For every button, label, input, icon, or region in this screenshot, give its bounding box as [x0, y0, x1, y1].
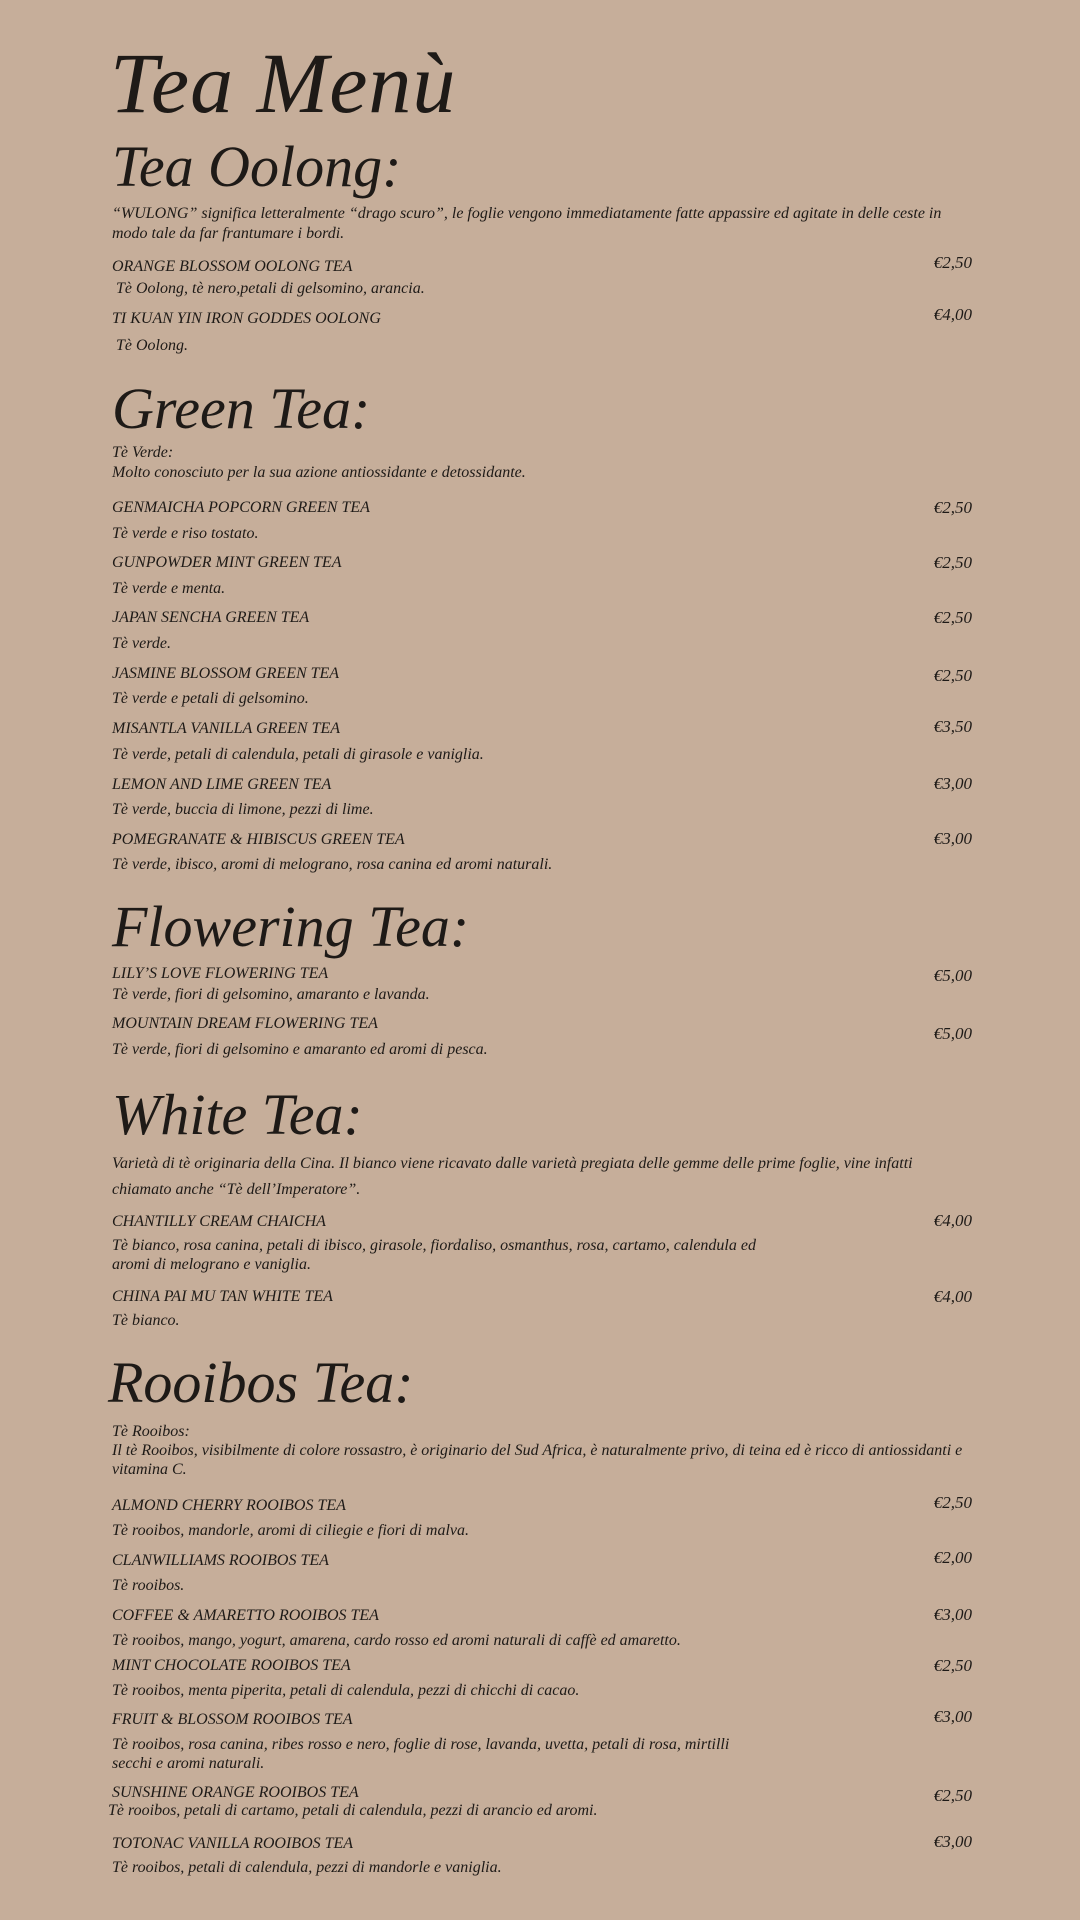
- menu-item-description: Tè rooibos, rosa canina, ribes rosso e nero, foglie di rose, lavanda, uvetta, petali di rosa, mirtilli secchi e aromi naturali.: [112, 1736, 730, 1772]
- menu-item-name: FRUIT & BLOSSOM ROOIBOS TEA: [112, 1711, 353, 1728]
- menu-item-price: €3,00: [933, 1605, 972, 1624]
- menu-item-description: Tè verde, petali di calendula, petali di girasole e vaniglia.: [112, 746, 484, 763]
- menu-item-name: JAPAN SENCHA GREEN TEA: [112, 609, 310, 626]
- menu-item-name: CHANTILLY CREAM CHAICHA: [112, 1213, 326, 1230]
- menu-item-description: Tè Oolong.: [116, 337, 188, 354]
- menu-item-name: MOUNTAIN DREAM FLOWERING TEA: [112, 1015, 378, 1032]
- menu-item-description: Tè bianco.: [112, 1312, 180, 1329]
- menu-item-price: €3,00: [933, 829, 972, 848]
- menu-item-description: Tè bianco, rosa canina, petali di ibisco, girasole, fiordaliso, osmanthus, rosa, cartamo, calendula ed aromi di melograno e vaniglia.: [112, 1237, 756, 1273]
- menu-item-description: Tè rooibos, petali di cartamo, petali di calendula, pezzi di arancio ed aromi.: [108, 1802, 598, 1819]
- menu-item-name: LEMON AND LIME GREEN TEA: [112, 776, 332, 793]
- menu-item-price: €2,50: [933, 666, 972, 685]
- menu-item-description: Tè verde, fiori di gelsomino e amaranto ed aromi di pesca.: [112, 1041, 488, 1058]
- section-description-rooibos: Tè Rooibos: Il tè Rooibos, visibilmente di colore rossastro, è originario del Sud Africa, è naturalmente privo, di teina ed è ricco di antiossidanti e vitamina C.: [112, 1423, 963, 1478]
- page-title: Tea Menù: [110, 35, 457, 131]
- menu-item-price: €4,00: [933, 1211, 972, 1230]
- menu-item-name: LILY’S LOVE FLOWERING TEA: [112, 965, 329, 982]
- menu-item-name: COFFEE & AMARETTO ROOIBOS TEA: [112, 1607, 379, 1624]
- menu-item-price: €5,00: [933, 1024, 972, 1043]
- menu-item-name: MINT CHOCOLATE ROOIBOS TEA: [112, 1657, 351, 1674]
- menu-item-price: €2,50: [933, 1786, 972, 1805]
- menu-item-name: CLANWILLIAMS ROOIBOS TEA: [112, 1552, 329, 1569]
- section-title-flowering: Flowering Tea:: [112, 894, 470, 959]
- menu-item-description: Tè rooibos, menta piperita, petali di calendula, pezzi di chicchi di cacao.: [112, 1682, 580, 1699]
- menu-item-description: Tè rooibos.: [112, 1577, 185, 1594]
- menu-item-price: €3,50: [933, 717, 972, 736]
- menu-item-name: SUNSHINE ORANGE ROOIBOS TEA: [112, 1784, 359, 1801]
- menu-item-description: Tè verde e riso tostato.: [112, 525, 259, 542]
- section-title-green: Green Tea:: [112, 376, 371, 441]
- menu-item-description: Tè verde, fiori di gelsomino, amaranto e lavanda.: [112, 986, 430, 1003]
- menu-item-price: €2,50: [933, 553, 972, 572]
- section-title-white: White Tea:: [112, 1082, 363, 1147]
- section-description-white: Varietà di tè originaria della Cina. Il bianco viene ricavato dalle varietà pregiata delle gemme delle prime foglie, vine infatti chiamato anche “Tè dell’Imperatore”.: [112, 1155, 913, 1198]
- menu-item-description: Tè verde e menta.: [112, 580, 226, 597]
- menu-item-description: Tè Oolong, tè nero,petali di gelsomino, arancia.: [116, 280, 425, 297]
- menu-item-price: €3,00: [933, 1707, 972, 1726]
- section-description-oolong: “WULONG” significa letteralmente “drago scuro”, le foglie vengono immediatamente fatte appassire ed agitate in delle ceste in modo tale da far frantumare i bordi.: [112, 205, 942, 242]
- menu-item-name: GUNPOWDER MINT GREEN TEA: [112, 554, 342, 571]
- menu-item-price: €4,00: [933, 305, 972, 324]
- menu-item-description: Tè verde, ibisco, aromi di melograno, rosa canina ed aromi naturali.: [112, 856, 553, 873]
- menu-item-description: Tè verde e petali di gelsomino.: [112, 690, 309, 707]
- menu-item-price: €2,50: [933, 608, 972, 627]
- menu-item-price: €2,50: [933, 253, 972, 272]
- menu-item-description: Tè rooibos, petali di calendula, pezzi di mandorle e vaniglia.: [112, 1859, 502, 1876]
- menu-item-price: €5,00: [933, 966, 972, 985]
- menu-item-description: Tè verde.: [112, 635, 171, 652]
- menu-item-name: MISANTLA VANILLA GREEN TEA: [112, 720, 341, 737]
- menu-item-name: TOTONAC VANILLA ROOIBOS TEA: [112, 1835, 354, 1852]
- menu-item-name: CHINA PAI MU TAN WHITE TEA: [112, 1288, 333, 1305]
- menu-item-price: €3,00: [933, 774, 972, 793]
- menu-item-description: Tè rooibos, mandorle, aromi di ciliegie e fiori di malva.: [112, 1522, 470, 1539]
- menu-item-price: €2,00: [933, 1548, 972, 1567]
- section-title-rooibos: Rooibos Tea:: [108, 1350, 414, 1415]
- menu-item-price: €2,50: [933, 498, 972, 517]
- menu-item-price: €4,00: [933, 1287, 972, 1306]
- menu-item-name: JASMINE BLOSSOM GREEN TEA: [112, 665, 340, 682]
- menu-item-description: Tè rooibos, mango, yogurt, amarena, cardo rosso ed aromi naturali di caffè ed amaretto.: [112, 1632, 681, 1649]
- menu-item-price: €3,00: [933, 1832, 972, 1851]
- menu-item-name: ORANGE BLOSSOM OOLONG TEA: [112, 258, 353, 275]
- menu-item-name: GENMAICHA POPCORN GREEN TEA: [112, 499, 370, 516]
- menu-item-price: €2,50: [933, 1493, 972, 1512]
- menu-item-name: POMEGRANATE & HIBISCUS GREEN TEA: [112, 831, 405, 848]
- section-title-oolong: Tea Oolong:: [112, 134, 402, 199]
- menu-item-price: €2,50: [933, 1656, 972, 1675]
- section-description-green: Tè Verde: Molto conosciuto per la sua azione antiossidante e detossidante.: [112, 444, 526, 481]
- menu-item-name: TI KUAN YIN IRON GODDES OOLONG: [112, 310, 381, 327]
- menu-item-description: Tè verde, buccia di limone, pezzi di lime.: [112, 801, 374, 818]
- menu-item-name: ALMOND CHERRY ROOIBOS TEA: [112, 1497, 346, 1514]
